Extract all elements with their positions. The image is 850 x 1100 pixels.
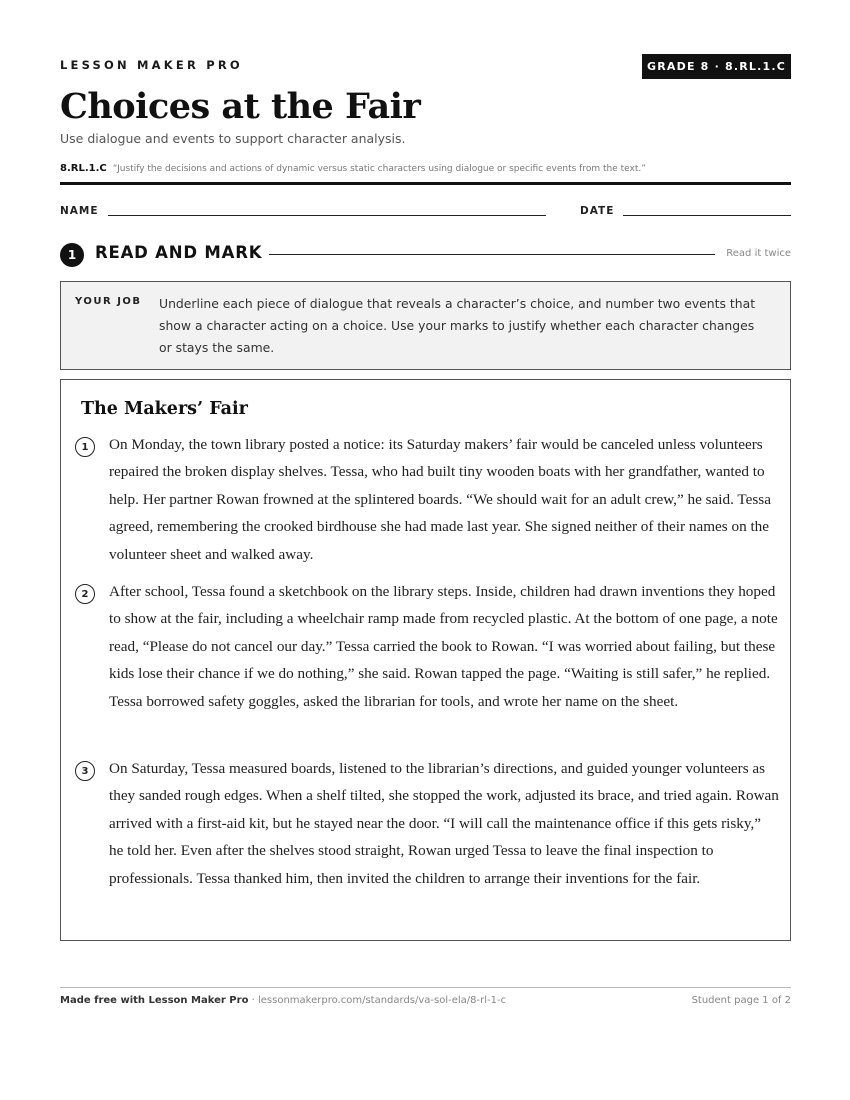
- instructions-label: YOUR JOB: [75, 296, 142, 307]
- footer-page-number: Student page 1 of 2: [691, 995, 791, 1006]
- section-number-badge: 1: [60, 243, 84, 267]
- paragraph-text: After school, Tessa found a sketchbook on the library steps. Inside, children had drawn inventions they hoped to show at the fair, including a wheelchair ramp made from recycled plastic. At the bottom of one page, a note read, “Please do not cancel our day.” Tessa carried the book to Rowan. “I was worried about failing, but these kids lose their chance if we do nothing,” she said. Rowan tapped the page. “Waiting is still safer,” he replied. Tessa borrowed safety goggles, asked the librarian for tools, and wrote her name on the sheet.: [109, 583, 778, 710]
- passage-title: The Makers’ Fair: [81, 399, 248, 419]
- name-field[interactable]: [108, 215, 546, 216]
- section-title: READ AND MARK: [95, 243, 263, 262]
- footer-made-with: Made free with Lesson Maker Pro: [60, 995, 249, 1006]
- section-note: Read it twice: [726, 248, 791, 259]
- instructions-box: [60, 281, 791, 370]
- footer-separator: ·: [248, 995, 258, 1006]
- paragraph-text: On Saturday, Tessa measured boards, listened to the librarian’s directions, and guided younger volunteers as they sanded rough edges. When a shelf tilted, she stopped the work, adjusted its brace, and tried again. Rowan arrived with a first-aid kit, but he stayed near the door. “I will call the maintenance office if this gets risky,” he told her. Even after the shelves stood straight, Rowan urged Tessa to leave the final inspection to professionals. Tessa thanked him, then invited the children to arrange their inventions for the fair.: [109, 760, 779, 887]
- page-title: Choices at the Fair: [60, 86, 421, 127]
- paragraph-number: 3: [75, 761, 95, 781]
- footer-divider: [60, 987, 791, 988]
- worksheet-page: [60, 0, 791, 1100]
- paragraph-number: 1: [75, 437, 95, 457]
- paragraph-number: 2: [75, 584, 95, 604]
- header-divider: [60, 182, 791, 185]
- standard-code: 8.RL.1.C: [60, 163, 107, 174]
- page-subtitle: Use dialogue and events to support character analysis.: [60, 131, 406, 146]
- section-divider: [269, 254, 715, 255]
- brand-name: LESSON MAKER PRO: [60, 58, 243, 72]
- date-field[interactable]: [623, 215, 791, 216]
- paragraph-text: On Monday, the town library posted a notice: its Saturday makers’ fair would be canceled unless volunteers repaired the broken display shelves. Tessa, who had built tiny wooden boats with her grandfather, wanted to help. Her partner Rowan frowned at the splintered boards. “We should wait for an adult crew,” he said. Tessa agreed, remembering the crooked birdhouse she had made last year. She signed neither of their names on the volunteer sheet and walked away.: [109, 436, 771, 563]
- grade-badge: GRADE 8 · 8.RL.1.C: [642, 54, 791, 79]
- instructions-text: Underline each piece of dialogue that reveals a character’s choice, and number two events that show a character acting on a choice. Use your marks to justify whether each character changes or stays the same.: [159, 296, 756, 355]
- name-label: NAME: [60, 205, 99, 217]
- footer-credit: [60, 995, 506, 1006]
- standard-line: [60, 156, 646, 175]
- footer-url[interactable]: lessonmakerpro.com/standards/va-sol-ela/8-rl-1-c: [257, 995, 507, 1006]
- standard-text: “Justify the decisions and actions of dynamic versus static characters using dialogue or specific events from the text.”: [112, 164, 646, 174]
- reading-passage: [60, 379, 791, 941]
- date-label: DATE: [580, 205, 615, 217]
